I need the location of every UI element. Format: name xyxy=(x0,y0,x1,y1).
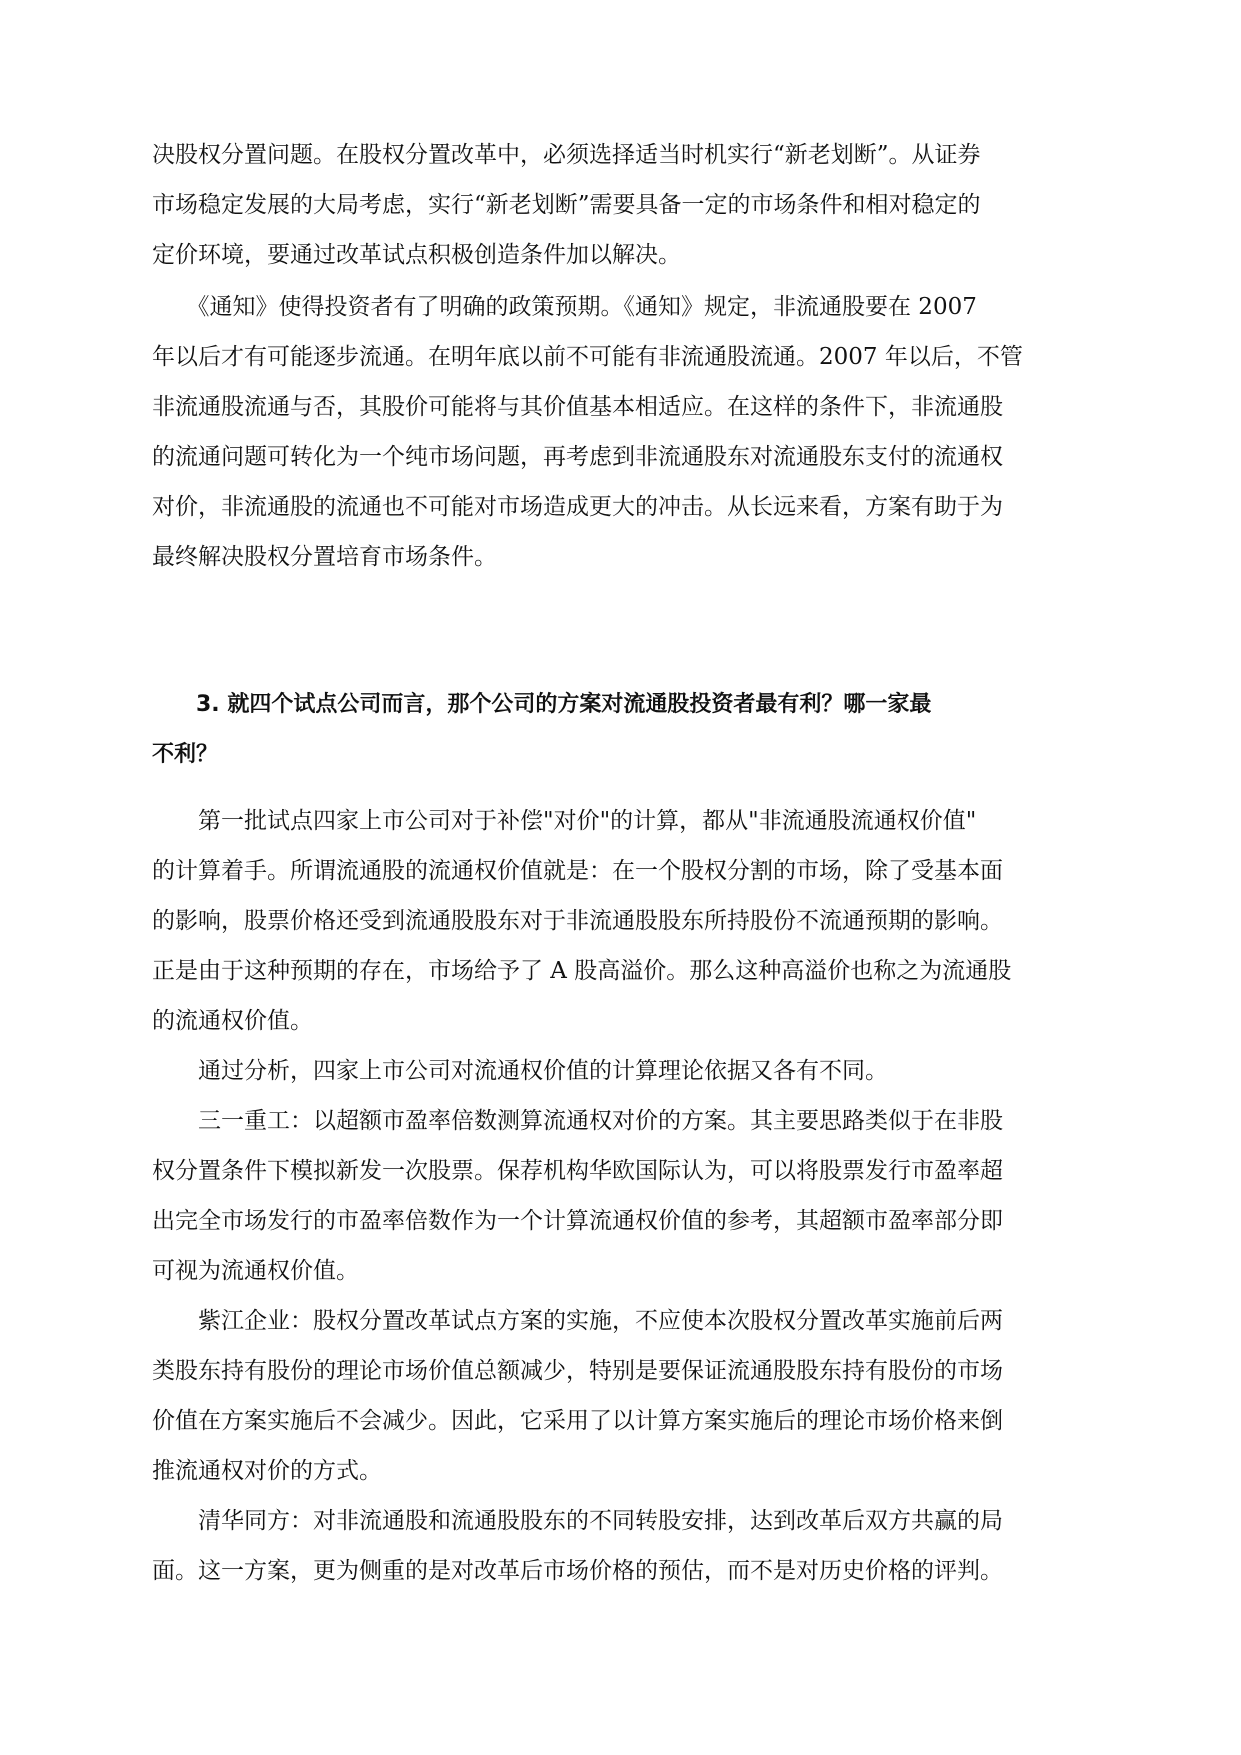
paragraph-sany-heavy-industry xyxy=(152,1096,1092,1296)
text-line: 市场稳定发展的大局考虑，实行“新老划断”需要具备一定的市场条件和相对稳定的 xyxy=(152,192,981,218)
text-line: 类股东持有股份的理论市场价值总额减少，特别是要保证流通股股东持有股份的市场 xyxy=(152,1358,1003,1384)
text-line: 正是由于这种预期的存在，市场给予了 A 股高溢价。那么这种高溢价也称之为流通股 xyxy=(152,958,1012,984)
text-line: 权分置条件下模拟新发一次股票。保荐机构华欧国际认为，可以将股票发行市盈率超 xyxy=(152,1158,1003,1184)
text-line: 的流通问题可转化为一个纯市场问题，再考虑到非流通股东对流通股东支付的流通权 xyxy=(152,444,1003,470)
heading-line: 不利？ xyxy=(152,742,219,767)
text-line: 的影响，股票价格还受到流通股股东对于非流通股股东所持股份不流通预期的影响。 xyxy=(152,908,1003,934)
paragraph-notice-expectation xyxy=(152,282,1092,582)
text-line: 年以后才有可能逐步流通。在明年底以前不可能有非流通股流通。2007 年以后，不管 xyxy=(152,344,1023,370)
paragraph-new-old-division xyxy=(152,130,1092,280)
text-line: 三一重工：以超额市盈率倍数测算流通权对价的方案。其主要思路类似于在非股 xyxy=(152,1108,1003,1134)
text-line: 非流通股流通与否，其股价可能将与其价值基本相适应。在这样的条件下，非流通股 xyxy=(152,394,1003,420)
text-line: 清华同方：对非流通股和流通股股东的不同转股安排，达到改革后双方共赢的局 xyxy=(152,1508,1003,1534)
paragraph-circulation-right-value xyxy=(152,796,1092,1046)
text-line: 最终解决股权分置培育市场条件。 xyxy=(152,544,497,570)
text-line: 决股权分置问题。在股权分置改革中，必须选择适当时机实行“新老划断”。从证券 xyxy=(152,142,981,168)
section-heading-question-3 xyxy=(152,680,1092,780)
text-line: 的流通权价值。 xyxy=(152,1008,313,1034)
text-line: 出完全市场发行的市盈率倍数作为一个计算流通权价值的参考，其超额市盈率部分即 xyxy=(152,1208,1003,1234)
text-line: 通过分析，四家上市公司对流通权价值的计算理论依据又各有不同。 xyxy=(152,1058,888,1084)
paragraph-zijiang-enterprise xyxy=(152,1296,1092,1496)
text-line: 的计算着手。所谓流通股的流通权价值就是：在一个股权分割的市场，除了受基本面 xyxy=(152,858,1003,884)
text-line: 定价环境，要通过改革试点积极创造条件加以解决。 xyxy=(152,242,681,268)
text-line: 推流通权对价的方式。 xyxy=(152,1458,382,1484)
text-line: 面。这一方案，更为侧重的是对改革后市场价格的预估，而不是对历史价格的评判。 xyxy=(152,1558,1003,1584)
paragraph-tsinghua-tongfang xyxy=(152,1496,1092,1596)
text-line: 可视为流通权价值。 xyxy=(152,1258,359,1284)
text-line: 对价，非流通股的流通也不可能对市场造成更大的冲击。从长远来看，方案有助于为 xyxy=(152,494,1003,520)
text-line: 紫江企业：股权分置改革试点方案的实施，不应使本次股权分置改革实施前后两 xyxy=(152,1308,1003,1334)
heading-line: 3. 就四个试点公司而言，那个公司的方案对流通股投资者最有利？哪一家最 xyxy=(152,692,932,717)
text-line: 第一批试点四家上市公司对于补偿"对价"的计算，都从"非流通股流通权价值" xyxy=(152,808,977,834)
text-line: 价值在方案实施后不会减少。因此，它采用了以计算方案实施后的理论市场价格来倒 xyxy=(152,1408,1003,1434)
text-line: 《通知》使得投资者有了明确的政策预期。《通知》规定，非流通股要在 2007 xyxy=(152,294,977,320)
paragraph-analysis-summary xyxy=(152,1046,1092,1096)
